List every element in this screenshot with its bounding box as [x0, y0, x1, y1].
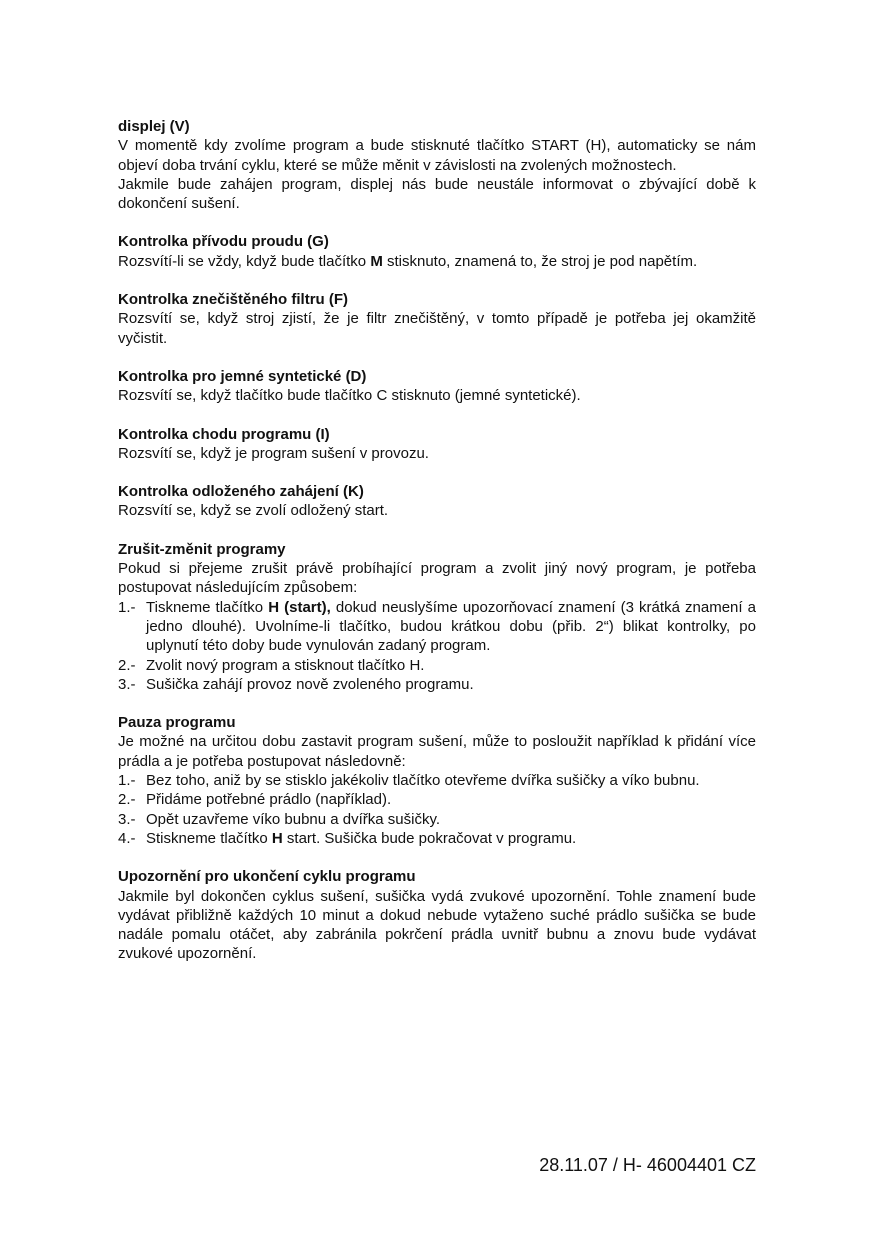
section [118, 540, 756, 694]
text-run: Tiskneme tlačítko [146, 598, 269, 616]
list-item [118, 790, 756, 809]
paragraph: Rozsvítí se, když stroj zjistí, že je filtr znečištěný, v tomto případě je potřeba jej okamžitě vyčistit. [118, 310, 756, 347]
text-run: Přidáme potřebné prádlo (například). [146, 791, 392, 809]
text-run: Zvolit nový program a stisknout tlačítko H. [146, 656, 425, 674]
text-run: Sušička zahájí provoz nově zvoleného programu. [146, 675, 474, 693]
step-number: 1.- [118, 772, 136, 790]
list-item [118, 829, 756, 848]
section [118, 367, 756, 406]
section-title: Kontrolka přívodu proudu (G) [118, 233, 329, 251]
section [118, 425, 756, 464]
paragraph: Rozsvítí se, když je program sušení v provozu. [118, 444, 429, 462]
step-text [146, 598, 756, 656]
section [118, 232, 756, 271]
text-run: start. Sušička bude pokračovat v programu. [282, 829, 577, 847]
step-number: 4.- [118, 829, 136, 847]
section-title: Kontrolka odloženého zahájení (K) [118, 483, 364, 501]
step-number: 2.- [118, 656, 136, 674]
list-item [118, 810, 756, 829]
paragraph: Jakmile bude zahájen program, displej nás bude neustále informovat o zbývající době k dokončení sušení. [118, 175, 756, 213]
text-run: Stiskneme tlačítko [146, 829, 272, 847]
step-text [146, 829, 756, 848]
list-item [118, 771, 756, 790]
text-run: Bez toho, aniž by se stisklo jakékoliv tlačítko otevřeme dvířka sušičky a víko bubnu. [146, 772, 700, 790]
section-title: Zrušit-změnit programy [118, 540, 286, 558]
paragraph: Rozsvítí se, když se zvolí odložený start. [118, 502, 389, 520]
section-title: Kontrolka chodu programu (I) [118, 425, 330, 443]
list-item [118, 598, 756, 656]
bold-text: H (start), [268, 598, 331, 616]
list-item [118, 656, 756, 675]
section [118, 117, 756, 213]
paragraph: Rozsvítí se, když tlačítko bude tlačítko C stisknuto (jemné syntetické). [118, 387, 581, 405]
document-page [118, 117, 756, 983]
paragraph: Jakmile byl dokončen cyklus sušení, sušička vydá zvukové upozornění. Tohle znamení bude vydávat přibližně každých 10 minut a dokud nebude vytaženo suché prádlo sušička se bude nadále pomalu otáčet, aby zabránila pokrčení prádla uvnitř bubnu a znovu bude vydávat zvukové upozornění. [118, 887, 756, 963]
step-number: 3.- [118, 810, 136, 828]
bold-text: M [370, 252, 383, 270]
step-number: 3.- [118, 675, 136, 693]
step-text [146, 771, 756, 790]
text-run: Opět uzavřeme víko bubnu a dvířka sušičky. [146, 810, 441, 828]
paragraph: Pokud si přejeme zrušit právě probíhající program a zvolit jiný nový program, je potřeba postupovat následujícím způsobem: [118, 560, 756, 597]
list-item [118, 675, 756, 694]
steps-list [118, 598, 756, 694]
section [118, 867, 756, 963]
step-text [146, 790, 756, 809]
text-run: Rozsvítí-li se vždy, když bude tlačítko [118, 252, 371, 270]
step-number: 2.- [118, 791, 136, 809]
text-run: stisknuto, znamená to, že stroj je pod napětím. [382, 252, 698, 270]
paragraph: V momentě kdy zvolíme program a bude stisknuté tlačítko START (H), automaticky se nám objeví doba trvání cyklu, které se může měnit v závislosti na zvolených možnostech. [118, 137, 756, 174]
section-title: Upozornění pro ukončení cyklu programu [118, 868, 416, 886]
section [118, 482, 756, 521]
section [118, 713, 756, 848]
paragraph: Je možné na určitou dobu zastavit program sušení, může to posloužit například k přidání více prádla a je potřeba postupovat následovně: [118, 733, 756, 770]
document-footer: 28.11.07 / H- 46004401 CZ [539, 1155, 756, 1175]
step-text [146, 656, 756, 675]
section-title: Pauza programu [118, 714, 236, 732]
step-text [146, 810, 756, 829]
paragraph [118, 252, 756, 271]
section [118, 290, 756, 348]
text-run: dokud neuslyšíme upozorňovací znamení (3 krátká znamení a jedno dlouhé). Uvolníme-li tlačítko, budou krátkou dobu (přib. 2“) blikat kontrolky, po uplynutí této doby bude vynulován zadaný program. [146, 598, 756, 655]
step-text [146, 675, 756, 694]
section-title: displej (V) [118, 118, 190, 135]
steps-list [118, 771, 756, 848]
bold-text: H [271, 829, 283, 847]
step-number: 1.- [118, 598, 136, 616]
section-title: Kontrolka pro jemné syntetické (D) [118, 367, 367, 385]
section-title: Kontrolka znečištěného filtru (F) [118, 291, 349, 309]
